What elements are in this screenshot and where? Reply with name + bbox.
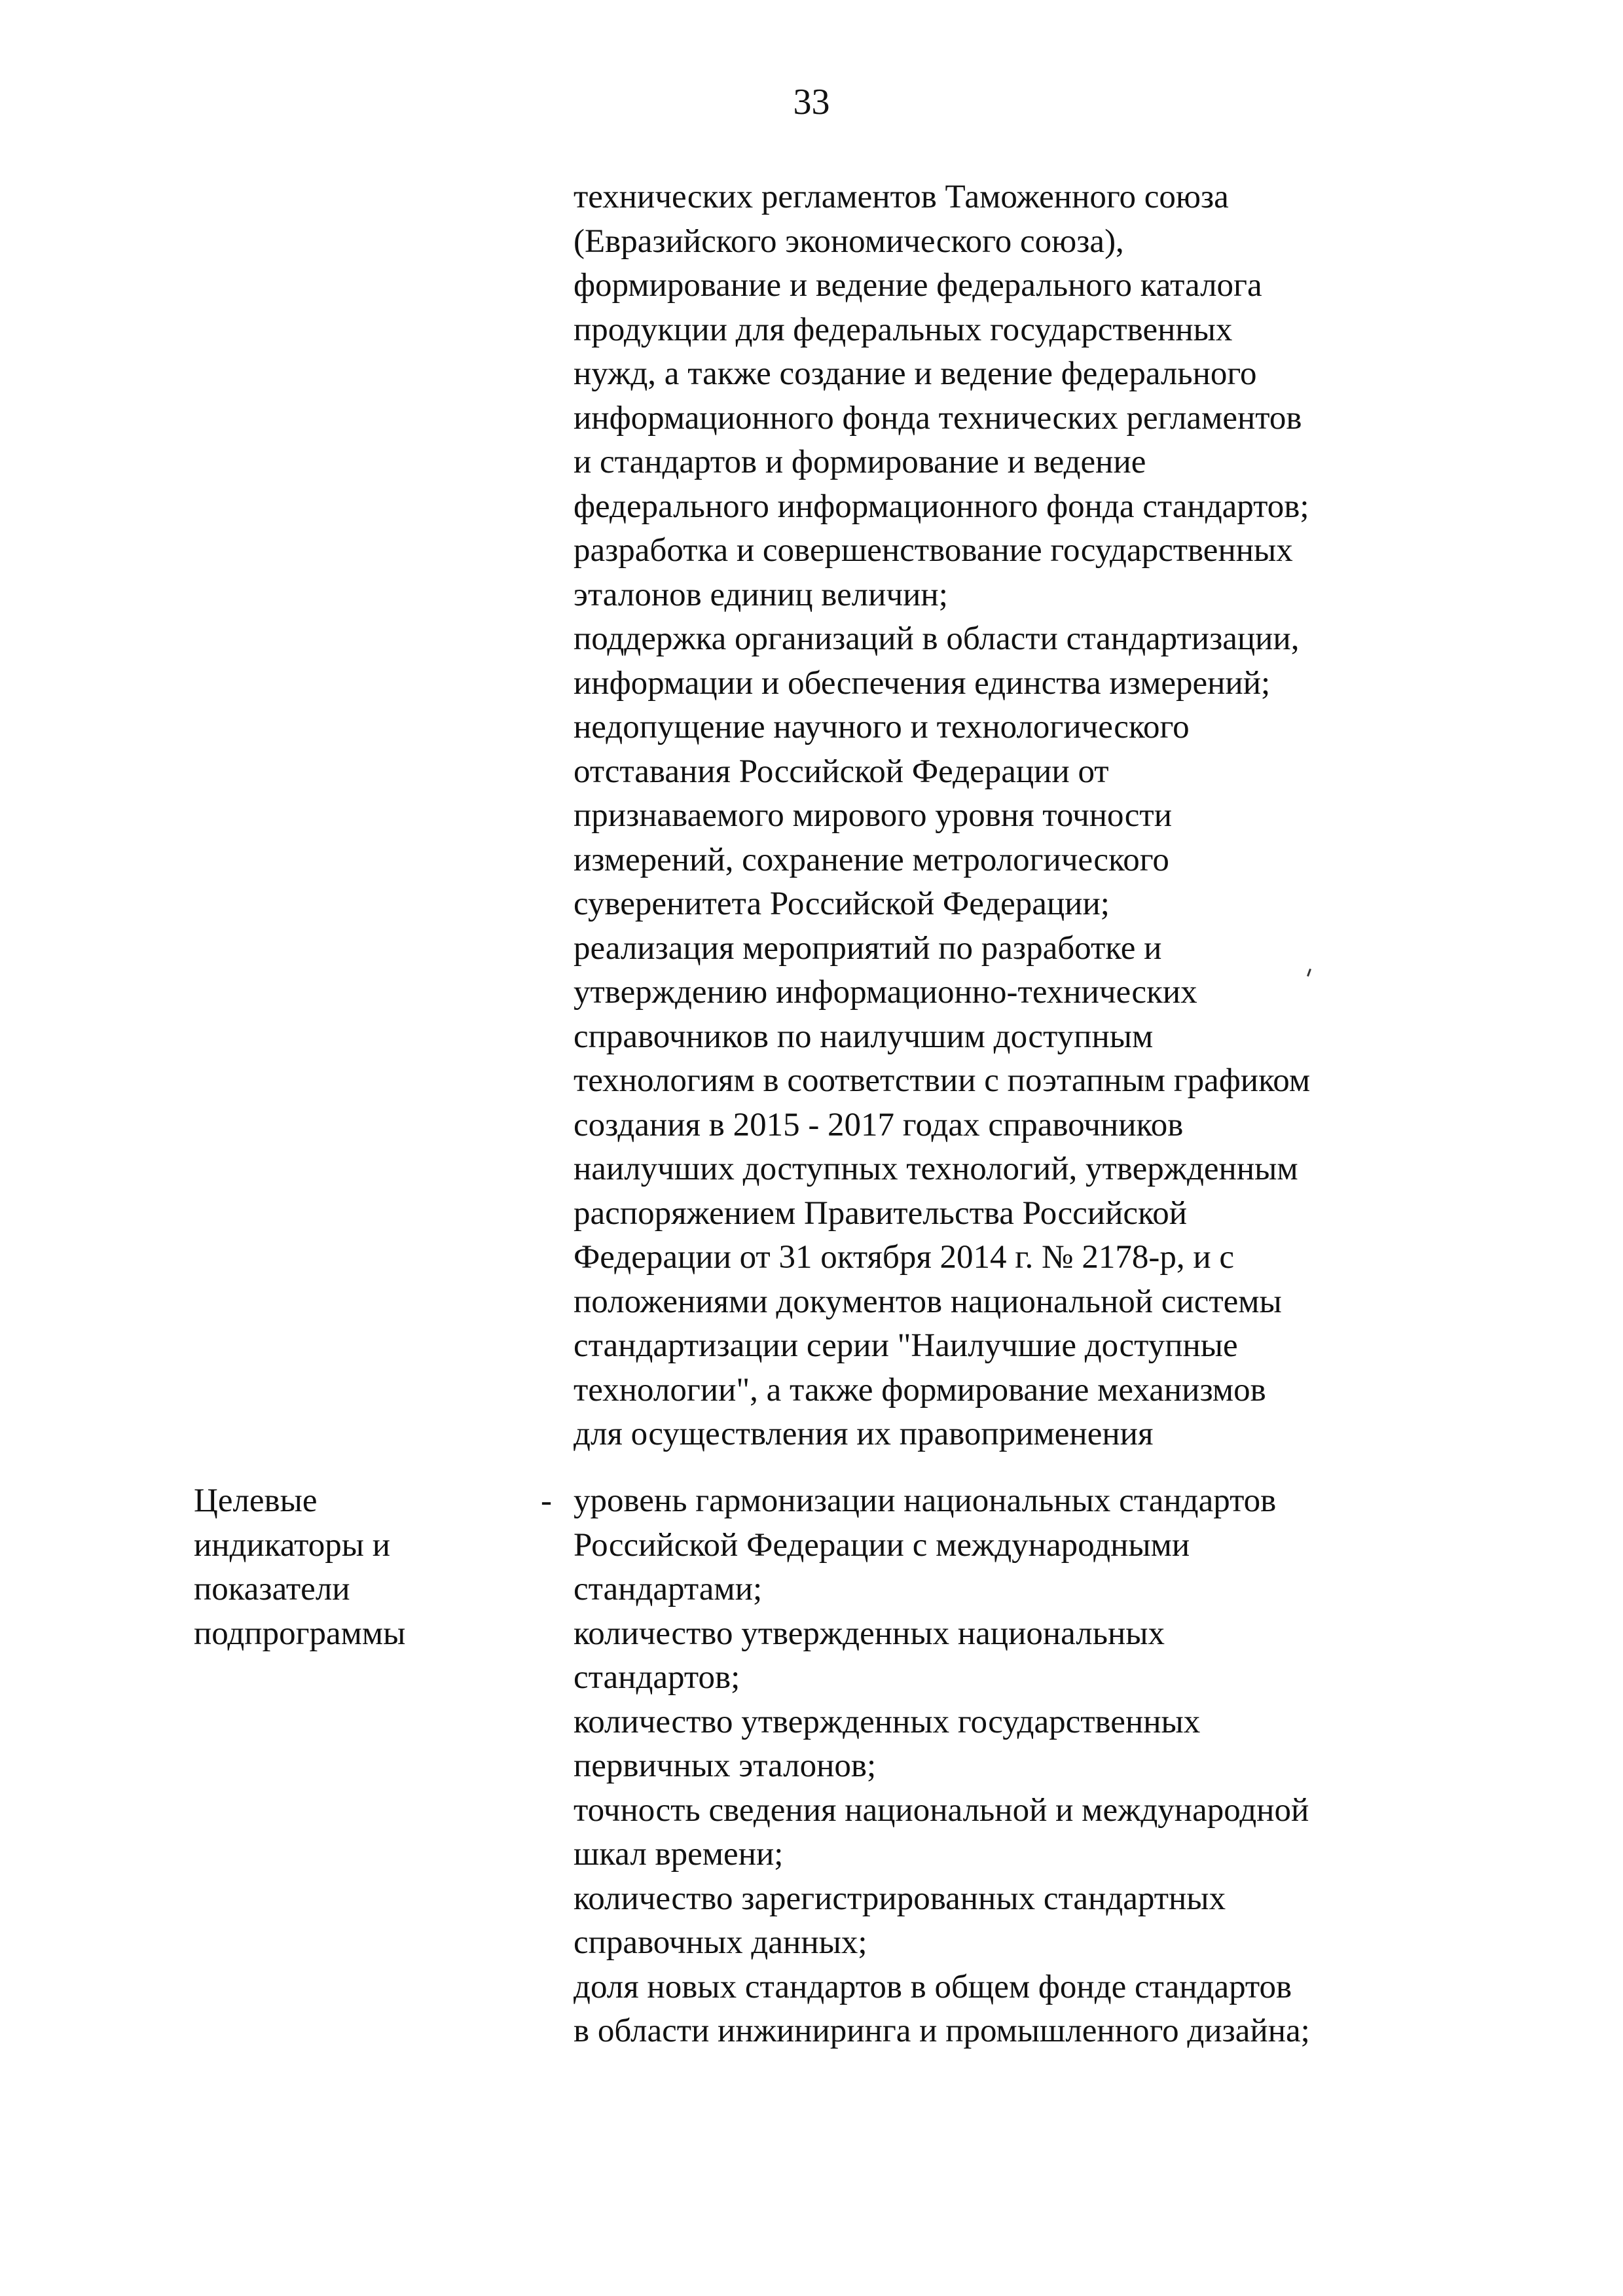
label-line: подпрограммы <box>194 1615 406 1652</box>
text-line: положениями документов национальной системы <box>574 1283 1282 1320</box>
text-line: утверждению информационно-технических <box>574 974 1197 1011</box>
text-line: количество утвержденных национальных <box>574 1615 1165 1652</box>
continuation-text-block <box>574 175 1503 1457</box>
text-line: недопущение научного и технологического <box>574 709 1190 745</box>
text-line: в области инжиниринга и промышленного дизайна; <box>574 2013 1310 2049</box>
text-line: измерений, сохранение метрологического <box>574 841 1169 878</box>
text-line: разработка и совершенствование государственных <box>574 532 1293 569</box>
text-line: стандартов; <box>574 1659 740 1696</box>
text-line: количество утвержденных государственных <box>574 1703 1201 1740</box>
text-line: для осуществления их правоприменения <box>574 1416 1154 1452</box>
text-line: справочников по наилучшим доступным <box>574 1018 1154 1055</box>
text-line: распоряжением Правительства Российской <box>574 1194 1188 1232</box>
text-line: формирование и ведение федерального каталога <box>574 267 1262 304</box>
page-number: 33 <box>793 82 830 122</box>
text-line: суверенитета Российской Федерации; <box>574 886 1110 922</box>
text-line: федерального информационного фонда стандартов; <box>574 488 1309 525</box>
text-line: наилучших доступных технологий, утвержденным <box>574 1151 1298 1187</box>
text-line: эталонов единиц величин; <box>574 576 948 613</box>
text-line: создания в 2015 - 2017 годах справочников <box>574 1106 1184 1143</box>
text-line: шкал времени; <box>574 1836 784 1873</box>
text-line: технических регламентов Таможенного союза <box>574 179 1229 215</box>
text-line: отставания Российской Федерации от <box>574 753 1109 790</box>
indicators-text-block <box>574 1479 1503 2054</box>
label-line: показатели <box>194 1571 350 1607</box>
text-line: количество зарегистрированных стандартных <box>574 1880 1226 1917</box>
text-line: стандартизации серии "Наилучшие доступные <box>574 1327 1238 1364</box>
text-line: продукции для федеральных государственных <box>574 311 1233 348</box>
text-line: информации и обеспечения единства измерений; <box>574 664 1271 702</box>
text-line: технологии", а также формирование механизмов <box>574 1371 1266 1408</box>
text-line: Российской Федерации с международными <box>574 1526 1190 1564</box>
text-line: поддержка организаций в области стандартизации, <box>574 620 1300 657</box>
label-line: индикаторы и <box>194 1526 391 1564</box>
text-line: Федерации от 31 октября 2014 г. № 2178-р, и с <box>574 1239 1235 1276</box>
text-line: нужд, а также создание и ведение федерального <box>574 355 1257 392</box>
label-separator-dash: - <box>541 1482 552 1519</box>
text-line: информационного фонда технических регламентов <box>574 399 1302 437</box>
text-line: стандартами; <box>574 1571 763 1607</box>
text-line: (Евразийского экономического союза), <box>574 223 1124 260</box>
text-line: признаваемого мирового уровня точности <box>574 797 1173 834</box>
text-line: уровень гармонизации национальных стандартов <box>574 1482 1277 1519</box>
text-line: первичных эталонов; <box>574 1748 877 1784</box>
text-line: реализация мероприятий по разработке и <box>574 929 1162 967</box>
label-line: Целевые <box>194 1482 318 1519</box>
text-line: справочных данных; <box>574 1924 867 1961</box>
text-line: точность сведения национальной и международной <box>574 1791 1309 1829</box>
text-line: доля новых стандартов в общем фонде стандартов <box>574 1968 1292 2005</box>
text-line: и стандартов и формирование и ведение <box>574 444 1146 480</box>
text-line: технологиям в соответствии с поэтапным графиком <box>574 1062 1311 1099</box>
indicators-section-label <box>194 1479 534 1656</box>
